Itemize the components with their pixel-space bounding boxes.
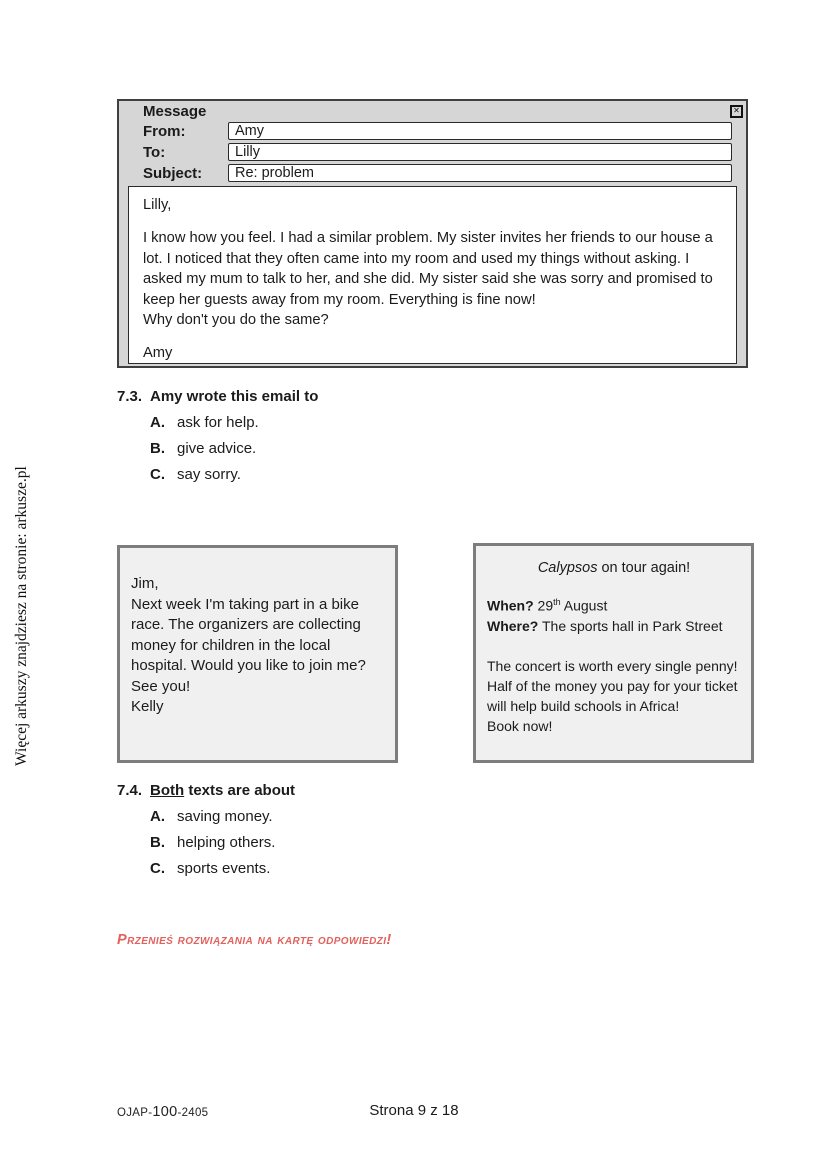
email-message-window — [117, 99, 748, 368]
email-to-row — [143, 143, 732, 161]
email-titlebar — [119, 101, 746, 119]
option-c — [117, 860, 295, 877]
question-text: texts are about — [184, 782, 296, 799]
option-text: saving money. — [177, 808, 273, 825]
question-text: Amy wrote this email to — [150, 388, 319, 405]
poster-title — [487, 558, 741, 578]
note-salutation: Jim, — [131, 575, 159, 592]
close-icon[interactable]: ✕ — [730, 105, 743, 118]
email-window-title: Message — [143, 102, 207, 120]
when-day: 29 — [533, 597, 554, 614]
question-7-3 — [117, 388, 318, 483]
option-b — [117, 834, 295, 851]
question-number: 7.3. — [117, 388, 143, 405]
option-letter: C. — [150, 860, 165, 877]
email-salutation: Lilly, — [143, 197, 172, 213]
to-label: To: — [143, 143, 166, 161]
exam-code-suffix: -2405 — [177, 1107, 209, 1119]
email-signature: Amy — [143, 345, 173, 362]
email-paragraph: I know how you feel. I had a similar problem. My sister invites her friends to our house a lot. I noticed that they often came into my room and used my things without asking. I asked my mum to talk to her, and she did. My sister said she was sorry and promised to keep her guests away from my room. Everything is fine now! — [143, 230, 713, 308]
exam-code-prefix: OJAP- — [117, 1107, 153, 1119]
email-question-line: Why don't you do the same? — [143, 312, 329, 329]
option-letter: B. — [150, 834, 165, 851]
question-7-3-prompt — [117, 388, 318, 405]
exam-code-mid: 100 — [152, 1104, 178, 1120]
transfer-answers-notice: Przenieś rozwiązania na kartę odpowiedzi! — [117, 932, 392, 948]
subject-field[interactable]: Re: problem — [228, 164, 732, 182]
poster-title-rest: on tour again! — [597, 560, 691, 576]
poster-paragraph-1: The concert is worth every single penny! — [487, 657, 738, 674]
page-number: Strona 9 z 18 — [369, 1102, 459, 1119]
question-number: 7.4. — [117, 782, 143, 799]
concert-poster-box — [473, 543, 754, 763]
email-subject-row — [143, 164, 732, 182]
option-c — [117, 466, 318, 483]
from-field[interactable]: Amy — [228, 122, 732, 140]
option-letter: C. — [150, 466, 165, 483]
note-signature: Kelly — [131, 698, 164, 715]
note-closing: See you! — [131, 677, 191, 695]
option-a — [117, 414, 318, 431]
to-field[interactable]: Lilly — [228, 143, 732, 161]
question-7-4-prompt — [117, 782, 295, 799]
where-label: Where? — [487, 617, 539, 634]
option-letter: B. — [150, 440, 165, 457]
when-month: August — [560, 597, 608, 614]
question-7-4 — [117, 782, 295, 877]
poster-band-name: Calypsos — [537, 560, 598, 576]
sidebar-watermark: Więcej arkuszy znajdziesz na stronie: arkusze.pl — [13, 466, 30, 766]
option-a — [117, 808, 295, 825]
from-label: From: — [143, 122, 186, 140]
where-value: The sports hall in Park Street — [538, 617, 723, 634]
poster-when-line — [487, 592, 741, 616]
subject-label: Subject: — [143, 164, 203, 182]
option-text: sports events. — [177, 860, 271, 877]
poster-paragraph-2: Half of the money you pay for your ticket will help build schools in Africa! — [487, 677, 738, 714]
poster-paragraph-3: Book now! — [487, 717, 553, 734]
when-ordinal: th — [553, 597, 561, 607]
email-body — [128, 186, 737, 364]
email-from-row — [143, 122, 732, 140]
option-text: give advice. — [177, 440, 257, 457]
option-letter: A. — [150, 414, 165, 431]
option-letter: A. — [150, 808, 165, 825]
when-label: When? — [487, 597, 534, 614]
option-text: ask for help. — [177, 414, 259, 431]
option-b — [117, 440, 318, 457]
option-text: helping others. — [177, 834, 276, 851]
note-text-box — [117, 545, 398, 763]
question-text-underlined: Both — [150, 782, 185, 799]
note-paragraph: Next week I'm taking part in a bike race. The organizers are collecting money for children in the local hospital. Would you like to join me? — [131, 595, 366, 674]
option-text: say sorry. — [177, 466, 241, 483]
poster-where-line — [487, 616, 741, 636]
